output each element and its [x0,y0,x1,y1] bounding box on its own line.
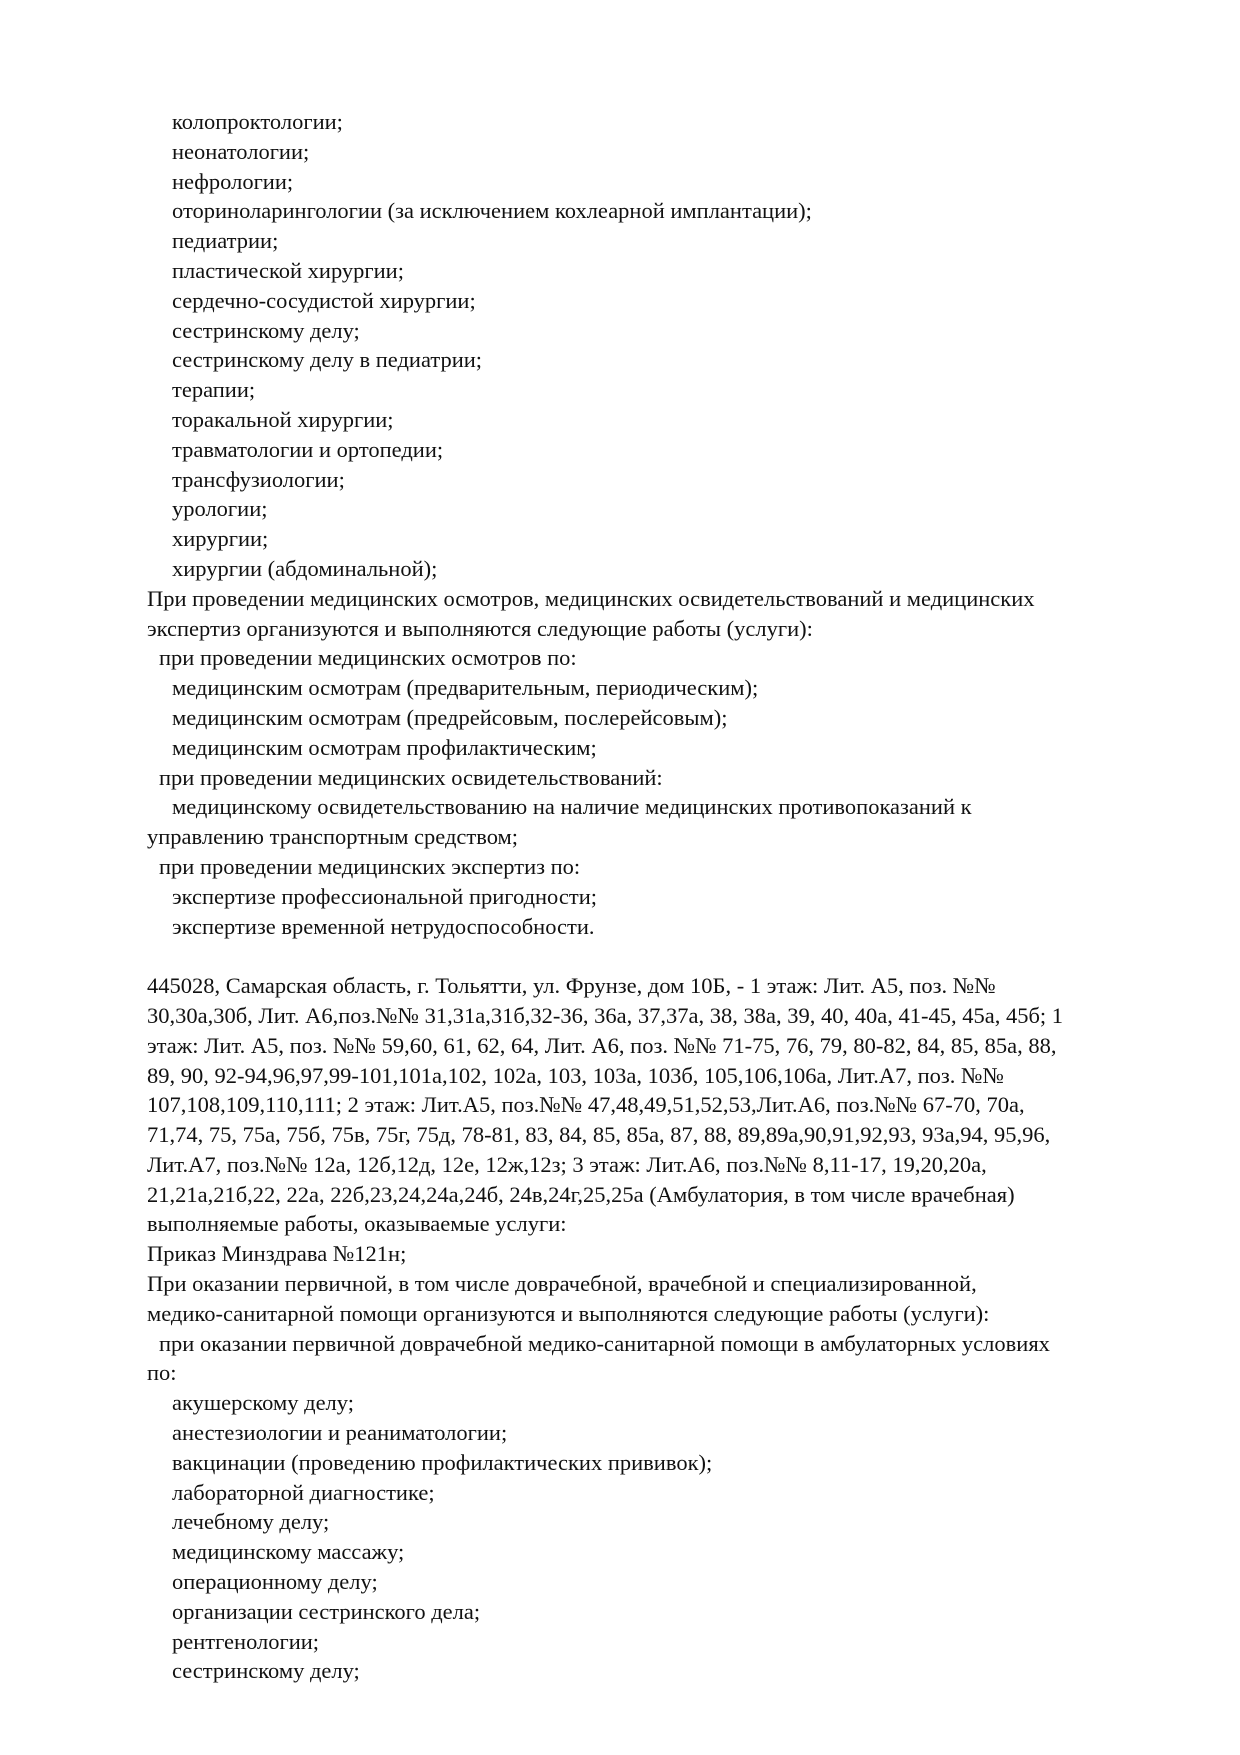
list-item: медицинским осмотрам (предрейсовым, послерейсовым); [172,704,728,730]
list-item: экспертизе временной нетрудоспособности. [172,913,595,939]
address-block [147,971,1182,1239]
list-item: медицинским осмотрам профилактическим; [172,734,597,760]
address-line: 71,74, 75, 75а, 75б, 75в, 75г, 75д, 78-81, 83, 84, 85, 85а, 87, 88, 89,89а,90,91,92,93, 93а,94, 95,96, [147,1122,1051,1148]
osmotr-heading: при проведении медицинских осмотров по: [159,645,577,671]
specialty-list-top [147,107,1182,584]
address-line: 107,108,109,110,111; 2 этаж: Лит.А5, поз.№№ 47,48,49,51,52,53,Лит.А6, поз.№№ 67-70, 70а, [147,1092,1025,1118]
list-item-continuation: управлению транспортным средством; [147,824,519,850]
primary-care-section [147,1269,1182,1686]
osvid-heading: при проведении медицинских освидетельствований: [159,764,663,790]
list-item: урологии; [172,496,268,522]
address-line: выполняемые работы, оказываемые услуги: [147,1211,567,1237]
exams-intro-line-1: При проведении медицинских осмотров, медицинских освидетельствований и медицинских [147,585,1035,611]
list-item: рентгенологии; [172,1628,320,1654]
list-item: сестринскому делу в педиатрии; [172,347,483,373]
primary-heading-line-1: при оказании первичной доврачебной медико-санитарной помощи в амбулаторных условиях [159,1330,1050,1356]
list-item: хирургии; [172,526,269,552]
address-line: этаж: Лит. А5, поз. №№ 59,60, 61, 62, 64, Лит. А6, поз. №№ 71-75, 76, 79, 80-82, 84, 85, 85а, 88, [147,1032,1057,1058]
list-item: сестринскому делу; [172,1658,360,1684]
list-item: лечебному делу; [172,1509,330,1535]
list-item: сердечно-сосудистой хирургии; [172,287,476,313]
list-item: организации сестринского дела; [172,1598,481,1624]
document-body [147,107,1182,1686]
list-item: нефрологии; [172,168,294,194]
list-item: торакальной хирургии; [172,406,394,432]
list-item: педиатрии; [172,228,279,254]
list-item: анестезиологии и реаниматологии; [172,1420,508,1446]
address-line: 21,21а,21б,22, 22а, 22б,23,24,24а,24б, 24в,24г,25,25а (Амбулатория, в том числе врачебная) [147,1181,1015,1207]
expert-heading: при проведении медицинских экспертиз по: [159,853,581,879]
list-item: травматологии и ортопедии; [172,436,444,462]
list-item: медицинскому освидетельствованию на наличие медицинских противопоказаний к [172,794,972,820]
list-item: операционному делу; [172,1569,378,1595]
primary-intro-line-1: При оказании первичной, в том числе доврачебной, врачебной и специализированной, [147,1271,977,1297]
address-line: 30,30а,30б, Лит. А6,поз.№№ 31,31а,31б,32-36, 36а, 37,37а, 38, 38а, 39, 40, 40а, 41-45, 45а, 45б; 1 [147,1002,1064,1028]
list-item: неонатологии; [172,138,310,164]
address-line: 445028, Самарская область, г. Тольятти, ул. Фрунзе, дом 10Б, - 1 этаж: Лит. А5, поз. №№ [147,973,996,999]
list-item: хирургии (абдоминальной); [172,555,438,581]
list-item: трансфузиологии; [172,466,345,492]
list-item: терапии; [172,377,256,403]
list-item: сестринскому делу; [172,317,360,343]
exams-section [147,584,1182,942]
list-item: колопроктологии; [172,109,343,134]
list-item: оториноларингологии (за исключением кохлеарной имплантации); [172,198,812,224]
list-item: медицинским осмотрам (предварительным, периодическим); [172,675,759,701]
list-item: лабораторной диагностике; [172,1479,435,1505]
primary-heading-line-2: по: [147,1360,177,1386]
order-reference: Приказ Минздрава №121н; [147,1241,407,1267]
exams-intro-line-2: экспертиз организуются и выполняются следующие работы (услуги): [147,615,813,641]
blank-line [147,941,1182,971]
list-item: вакцинации (проведению профилактических прививок); [172,1449,713,1475]
address-line: Лит.А7, поз.№№ 12а, 12б,12д, 12е, 12ж,12з; 3 этаж: Лит.А6, поз.№№ 8,11-17, 19,20,20а, [147,1151,987,1177]
list-item: акушерскому делу; [172,1390,354,1416]
list-item: экспертизе профессиональной пригодности; [172,883,597,909]
list-item: пластической хирургии; [172,257,404,283]
list-item: медицинскому массажу; [172,1539,405,1565]
primary-intro-line-2: медико-санитарной помощи организуются и выполняются следующие работы (услуги): [147,1300,990,1326]
address-line: 89, 90, 92-94,96,97,99-101,101а,102, 102а, 103, 103а, 103б, 105,106,106а, Лит.А7, поз. №№ [147,1062,1004,1088]
